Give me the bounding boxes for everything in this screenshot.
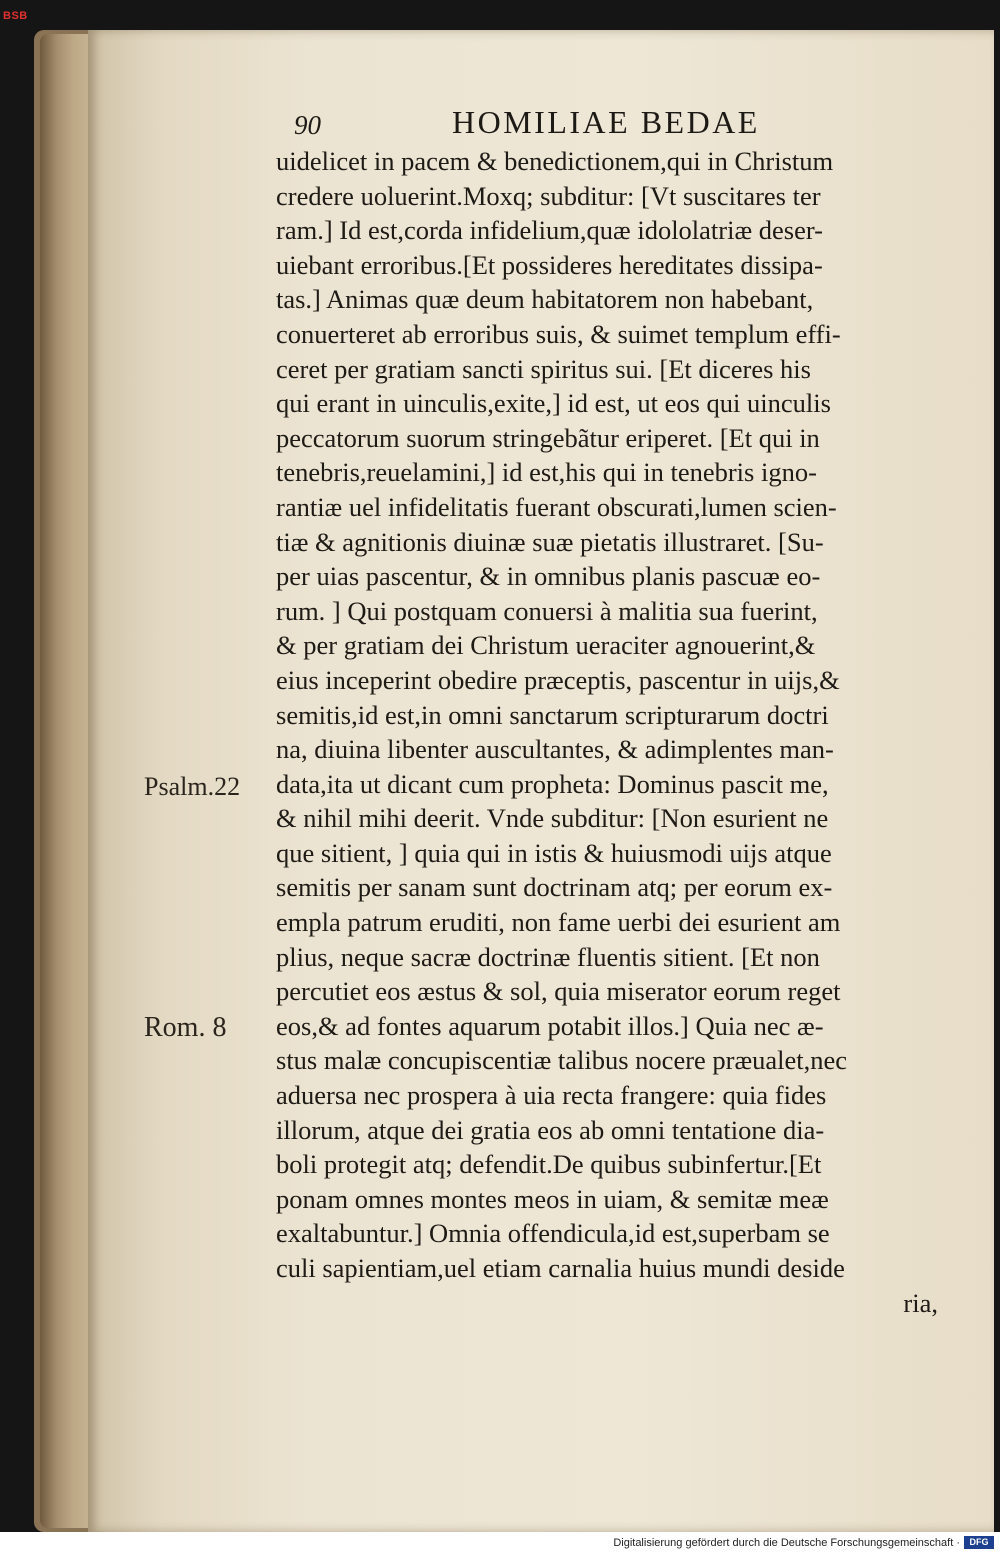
page-header: [290, 104, 930, 144]
text-line: semitis,id est,in omni sanctarum scripturarum doctri: [276, 699, 829, 730]
text-line: uidelicet in pacem & benedictionem,qui in Christum: [276, 146, 834, 176]
text-line: credere uoluerint.Moxq; subditur: [Vt suscitares ter: [276, 180, 821, 211]
text-line: boli protegit atq; defendit.De quibus subinfertur.[Et: [276, 1149, 822, 1180]
running-title: HOMILIAE BEDAE: [452, 104, 760, 140]
text-line: peccatorum suorum stringebãtur eriperet. [Et qui in: [276, 422, 820, 453]
text-line: & per gratiam dei Christum ueraciter agnouerint,&: [276, 630, 816, 661]
text-line: per uias pascentur, & in omnibus planis pascuæ eo-: [276, 561, 821, 592]
body-text: [276, 144, 946, 1320]
text-line: illorum, atque dei gratia eos ab omni tentatione dia-: [276, 1114, 825, 1145]
text-line: rantiæ uel infidelitatis fuerant obscurati,lumen scien-: [276, 491, 837, 522]
marginal-note-psalm: Psalm.22: [144, 772, 241, 801]
text-line: empla patrum eruditi, non fame uerbi dei esurient am: [276, 907, 841, 938]
text-line: aduersa nec prospera à uia recta frangere: quia fides: [276, 1080, 827, 1111]
text-line: ponam omnes montes meos in uiam, & semitæ meæ: [276, 1183, 829, 1214]
text-line: tiæ & agnitionis diuinæ suæ pietatis illustraret. [Su-: [276, 526, 824, 557]
text-line: tenebris,reuelamini,] id est,his qui in tenebris igno-: [276, 457, 817, 488]
text-line: conuerteret ab erroribus suis, & suimet templum effi-: [276, 318, 841, 349]
text-line: que sitient, ] quia qui in istis & huiusmodi uijs atque: [276, 837, 832, 868]
text-line: semitis per sanam sunt doctrinam atq; per eorum ex-: [276, 872, 833, 903]
page-number: 90: [294, 110, 321, 140]
text-line: na, diuina libenter auscultantes, & adimplentes man-: [276, 734, 834, 765]
text-line: eius inceperint obedire præceptis, pascentur in uijs,&: [276, 664, 840, 695]
marginal-note-rom: Rom. 8: [144, 1012, 227, 1043]
text-line: tas.] Animas quæ deum habitatorem non habebant,: [276, 284, 814, 315]
bsb-library-mark: BSB: [3, 10, 28, 22]
text-line: rum. ] Qui postquam conuersi à malitia sua fuerint,: [276, 595, 818, 626]
text-line: qui erant in uinculis,exite,] id est, ut eos qui uinculis: [276, 388, 831, 419]
text-line: ceret per gratiam sancti spiritus sui. [Et diceres his: [276, 353, 811, 384]
text-line: plius, neque sacræ doctrinæ fluentis sitient. [Et non: [276, 941, 820, 972]
text-line: stus malæ concupiscentiæ talibus nocere præualet,nec: [276, 1045, 848, 1076]
catchword: ria,: [903, 1287, 938, 1318]
text-line: uiebant erroribus.[Et possideres hereditates dissipa-: [276, 249, 823, 280]
text-line: culi sapientiam,uel etiam carnalia huius mundi deside: [276, 1253, 845, 1283]
text-line: eos,& ad fontes aquarum potabit illos.] Quia nec æ-: [276, 1010, 824, 1041]
text-line: percutiet eos æstus & sol, quia miserator eorum reget: [276, 976, 841, 1007]
text-line: ram.] Id est,corda infidelium,quæ idololatriæ deser-: [276, 215, 823, 246]
footer-credit: Digitalisierung gefördert durch die Deutsche Forschungsgemeinschaft ·: [613, 1537, 960, 1549]
text-line: exaltabuntur.] Omnia offendicula,id est,superbam se: [276, 1218, 830, 1249]
text-line: & nihil mihi deerit. Vnde subditur: [Non esurient ne: [276, 803, 829, 834]
dfg-logo: DFG: [964, 1536, 994, 1549]
text-line: data,ita ut dicant cum propheta: Dominus pascit me,: [276, 768, 829, 799]
digitization-footer: [0, 1532, 1000, 1554]
